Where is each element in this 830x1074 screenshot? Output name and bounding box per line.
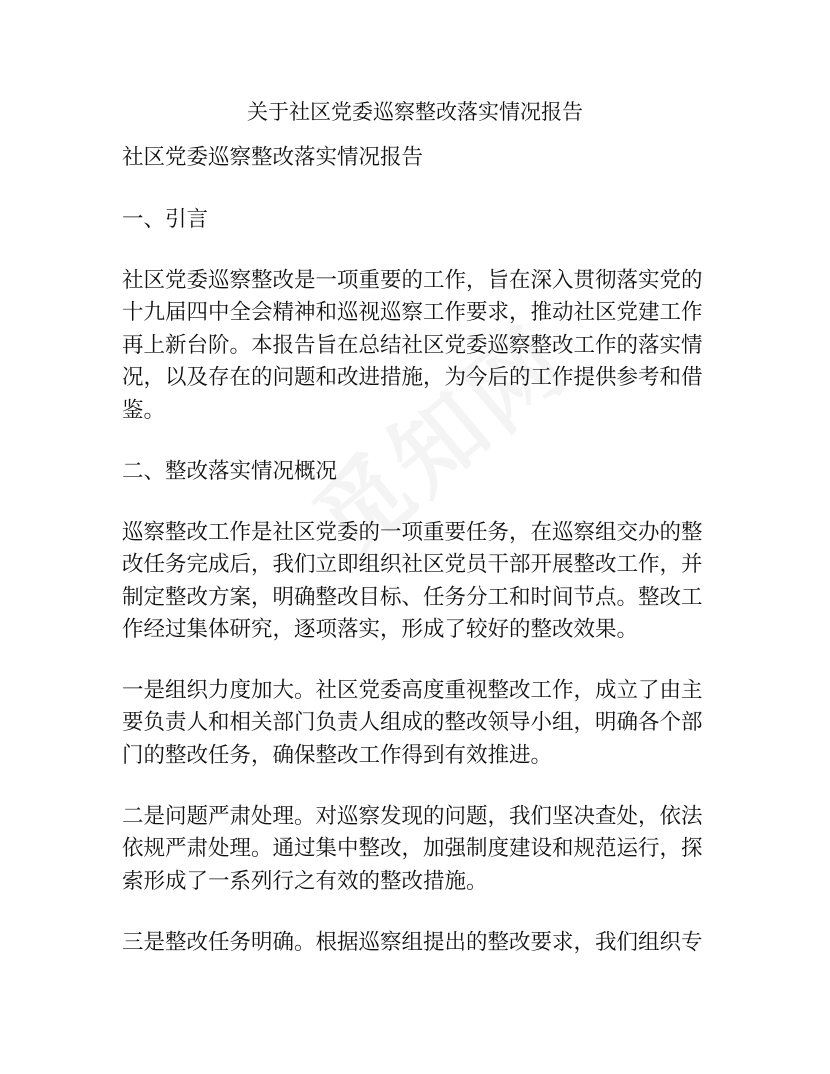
paragraph-line: 鉴。	[122, 398, 166, 423]
paragraph-line: 一是组织力度加大。社区党委高度重视整改工作，成立了由主	[122, 678, 703, 703]
paragraph-line: 再上新台阶。本报告旨在总结社区党委巡察整改工作的落实情	[122, 333, 703, 358]
section-heading-intro: 一、引言	[122, 207, 209, 232]
document-title: 关于社区党委巡察整改落实情况报告	[247, 100, 583, 124]
paragraph-line: 况，以及存在的问题和改进措施，为今后的工作提供参考和借	[122, 365, 703, 390]
paragraph-line: 改任务完成后，我们立即组织社区党员干部开展整改工作，并	[122, 552, 703, 577]
section-heading-overview: 二、整改落实情况概况	[122, 459, 338, 484]
paragraph-line: 索形成了一系列行之有效的整改措施。	[122, 869, 488, 894]
paragraph-line: 巡察整改工作是社区党委的一项重要任务，在巡察组交办的整	[122, 520, 703, 545]
paragraph-line: 要负责人和相关部门负责人组成的整改领导小组，明确各个部	[122, 710, 703, 735]
paragraph-line: 依规严肃处理。通过集中整改，加强制度建设和规范运行，探	[122, 836, 703, 861]
paragraph-line: 三是整改任务明确。根据巡察组提出的整改要求，我们组织专	[122, 930, 703, 955]
document-subtitle: 社区党委巡察整改落实情况报告	[122, 145, 424, 170]
paragraph-line: 作经过集体研究，逐项落实，形成了较好的整改效果。	[122, 617, 639, 642]
paragraph-line: 社区党委巡察整改是一项重要的工作，旨在深入贯彻落实党的	[122, 268, 703, 293]
paragraph-line: 门的整改任务，确保整改工作得到有效推进。	[122, 743, 553, 768]
paragraph-line: 二是问题严肃处理。对巡察发现的问题，我们坚决查处，依法	[122, 804, 703, 829]
paragraph-line: 制定整改方案，明确整改目标、任务分工和时间节点。整改工	[122, 585, 703, 610]
paragraph-line: 十九届四中全会精神和巡视巡察工作要求，推动社区党建工作	[122, 300, 703, 325]
